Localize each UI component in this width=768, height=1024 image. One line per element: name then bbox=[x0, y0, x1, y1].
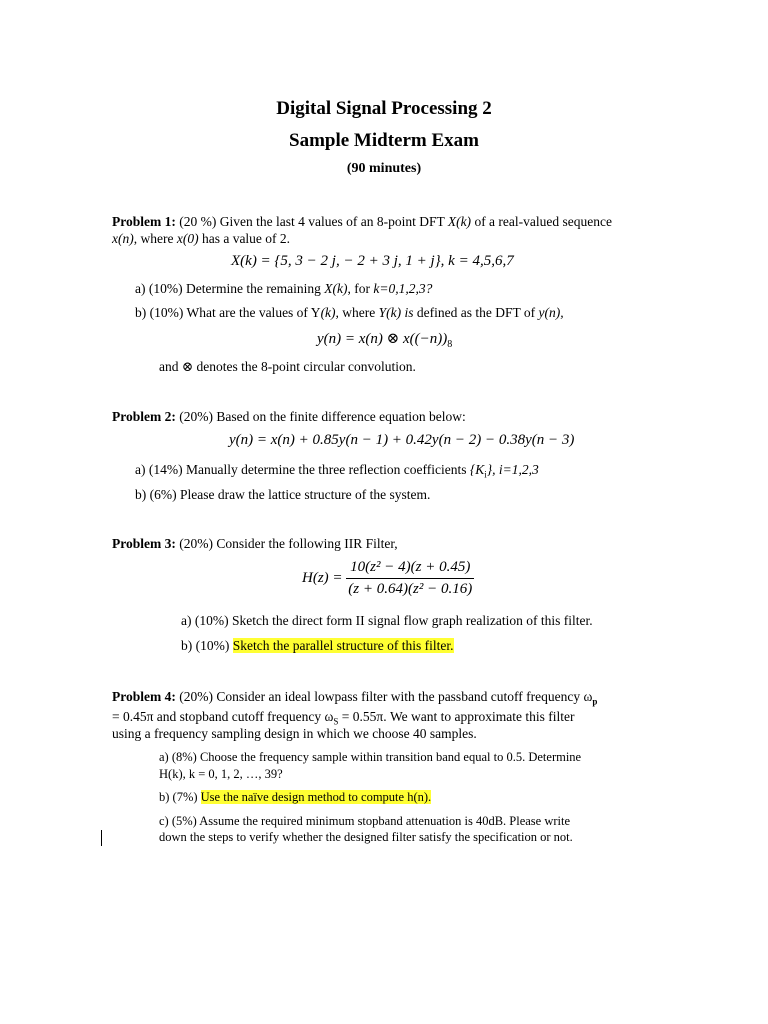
problem3-part-a: a) (10%) Sketch the direct form II signal flow graph realization of this filter. bbox=[181, 613, 593, 628]
problem1-line2: x(n), where x(0) has a value of 2. bbox=[112, 231, 291, 246]
problem4-line3: using a frequency sampling design in which we choose 40 samples. bbox=[112, 726, 477, 741]
page-title: Digital Signal Processing 2 bbox=[276, 98, 492, 119]
problem3-label: Problem 3: bbox=[112, 536, 176, 551]
problem4-line1: Problem 4: (20%) Consider an ideal lowpass filter with the passband cutoff frequency $\omega_p$ bbox=[112, 689, 598, 707]
problem1-part-b: b) (10%) What are the values of Y(k), where Y(k) is defined as the DFT of y(n), bbox=[135, 305, 564, 320]
problem3-part-b: b) (10%) Sketch the parallel structure of this filter. bbox=[181, 638, 454, 653]
problem1-convolution-equation: y(n) = x(n) ⊗ $x((-n))_8$ bbox=[317, 331, 453, 350]
highlighted-text: Sketch the parallel structure of this filter. bbox=[232, 638, 454, 653]
problem4-part-b: b) (7%) Use the naïve design method to compute h(n). bbox=[159, 790, 432, 804]
problem2-equation: y(n) = x(n) + 0.85y(n − 1) + 0.42y(n − 2) − 0.38y(n − 3) bbox=[229, 432, 575, 448]
problem2-intro: Problem 2: (20%) Based on the finite difference equation below: bbox=[112, 409, 466, 424]
fraction-numerator: 10(z² − 4)(z + 0.45) bbox=[346, 559, 474, 579]
problem2-part-b: b) (6%) Please draw the lattice structure of the system. bbox=[135, 487, 431, 502]
problem1-part-a: a) (10%) Determine the remaining X(k), for k=0,1,2,3? bbox=[135, 281, 433, 296]
problem4-part-c-line2: down the steps to verify whether the designed filter satisfy the specification or not. bbox=[159, 830, 573, 844]
text-cursor bbox=[101, 830, 102, 846]
highlighted-text: Use the naïve design method to compute h(n). bbox=[200, 790, 432, 804]
problem4-label: Problem 4: bbox=[112, 689, 176, 704]
exam-duration: (90 minutes) bbox=[346, 161, 422, 176]
transfer-function-fraction bbox=[346, 559, 474, 598]
page-subtitle: Sample Midterm Exam bbox=[289, 130, 479, 151]
problem2-label: Problem 2: bbox=[112, 409, 176, 424]
problem4-part-c-line1: c) (5%) Assume the required minimum stopband attenuation is 40dB. Please write bbox=[159, 814, 571, 828]
problem2-part-a: a) (14%) Manually determine the three reflection coefficients $\{K_i\}$, i=1,2,3 bbox=[135, 462, 539, 480]
fraction-denominator: (z + 0.64)(z² − 0.16) bbox=[348, 581, 473, 597]
problem1-line1: Problem 1: (20 %) Given the last 4 values of an 8-point DFT X(k) of a real-valued sequence bbox=[112, 214, 612, 229]
problem3-intro: Problem 3: (20%) Consider the following IIR Filter, bbox=[112, 536, 398, 551]
problem1-equation: X(k) = {5, 3 − 2 j, − 2 + 3 j, 1 + j}, k = 4,5,6,7 bbox=[231, 253, 514, 269]
problem4-part-a-line2: H(k), k = 0, 1, 2, …, 39? bbox=[159, 767, 283, 781]
problem3-transfer-function: H(z) = $\frac{\text{10(z² − 4)(z + 0.45)}}{\text{(z + 0.64)(z² − 0.16)}}$ bbox=[302, 559, 473, 597]
problem4-line2: = 0.45π and stopband cutoff frequency $\omega_S = 0.55\pi$. We want to approximate this filter bbox=[112, 709, 575, 727]
problem4-part-a-line1: a) (8%) Choose the frequency sample within transition band equal to 0.5. Determine bbox=[159, 750, 582, 764]
problem1-label: Problem 1: bbox=[112, 214, 176, 229]
problem1-note: and ⊗ denotes the 8-point circular convolution. bbox=[159, 359, 416, 374]
